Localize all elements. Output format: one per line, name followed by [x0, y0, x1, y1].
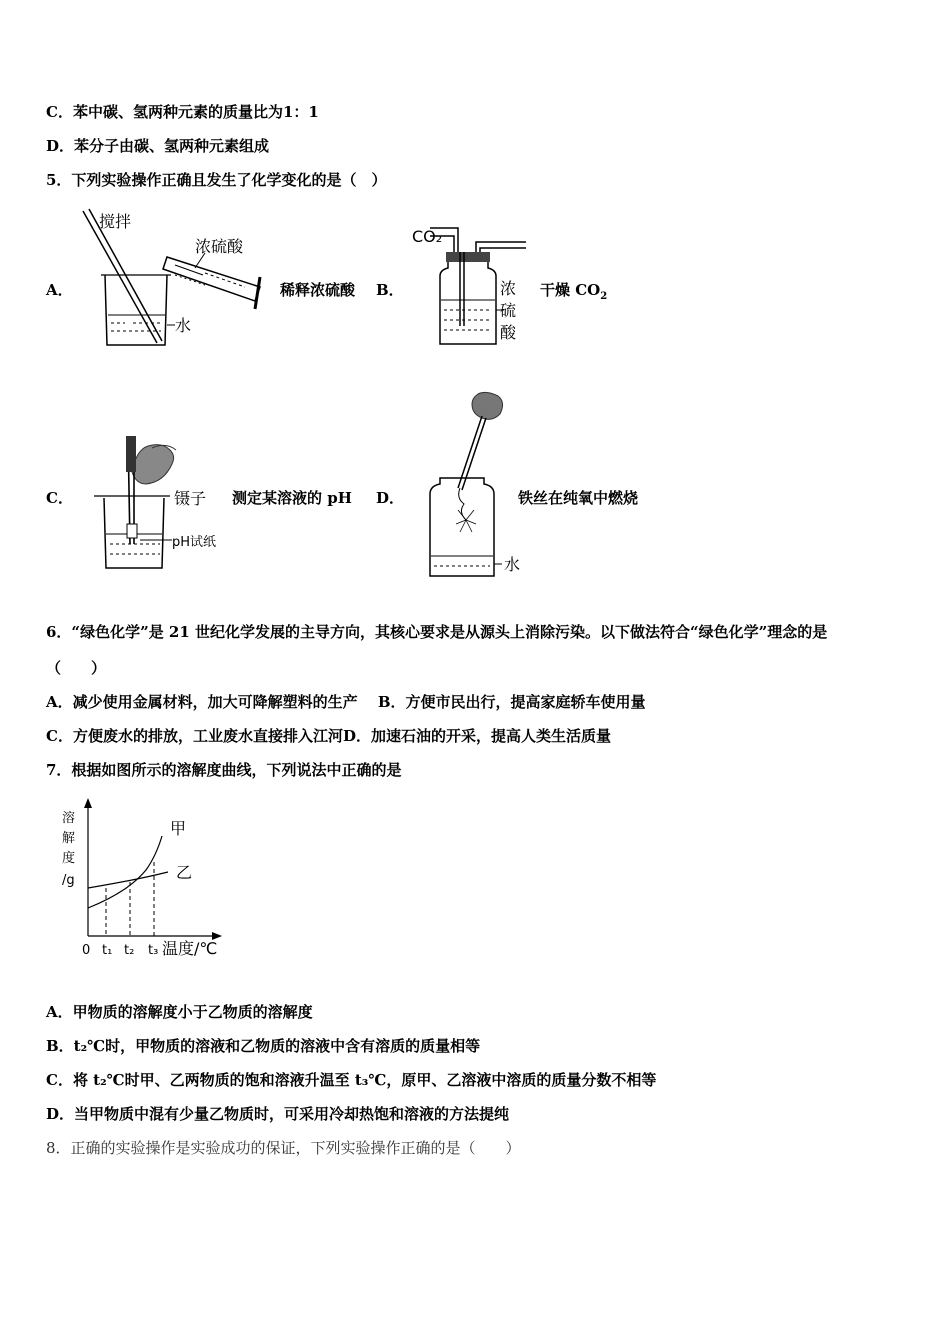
q4-option-c: C．苯中碳、氢两种元素的质量比为1：1: [46, 103, 319, 121]
q7-option-d: D．当甲物质中混有少量乙物质时，可采用冷却热饱和溶液的方法提纯: [46, 1105, 510, 1123]
q7-solubility-graph: [56, 796, 236, 966]
curve-label-jia: 甲: [170, 819, 187, 838]
ylabel-3: 度: [62, 851, 76, 866]
q5-stem: 5．下列实验操作正确且发生了化学变化的是（ ）: [46, 171, 387, 189]
q5-figure-c: [92, 432, 242, 572]
ylabel-4: /g: [62, 873, 75, 888]
q5-option-c-label: C．: [46, 489, 73, 507]
q5-option-b-caption: 干燥 $CO_2$: [540, 281, 608, 302]
label-co2: CO₂: [412, 227, 443, 246]
curve-label-yi: 乙: [176, 863, 193, 882]
q8-stem: 8．正确的实验操作是实验成功的保证，下列实验操作正确的是（ ）: [46, 1139, 521, 1157]
x-tick-t3: t₃: [148, 943, 159, 958]
q6-stem-line1: 6．“绿色化学”是 21 世纪化学发展的主导方向，其核心要求是从源头上消除污染。以下做法符合“绿色化学”理念的是: [46, 623, 828, 641]
q7-option-a: A．甲物质的溶解度小于乙物质的溶解度: [46, 1003, 313, 1021]
q6-options-ab: A．减少使用金属材料，加大可降解塑料的生产 B．方便市民出行，提高家庭轿车使用量: [46, 693, 646, 711]
q5-figure-b: [408, 222, 538, 352]
q7-option-c: C．将 t₂℃时甲、乙两物质的饱和溶液升温至 t₃℃，原甲、乙溶液中溶质的质量分数不相等: [46, 1071, 657, 1089]
x-tick-t2: t₂: [124, 943, 135, 958]
q5-option-c-caption: 测定某溶液的 pH: [232, 489, 352, 507]
xlabel: 温度/℃: [162, 939, 218, 958]
x-tick-t1: t₁: [102, 943, 113, 958]
q5-figure-a: [75, 205, 275, 355]
ylabel-2: 解: [62, 831, 76, 846]
q6-stem-line2: （ ）: [46, 659, 107, 677]
q5-option-a-label: A．: [46, 281, 73, 299]
q4-option-d: D．苯分子由碳、氢两种元素组成: [46, 137, 270, 155]
x-origin: 0: [82, 943, 91, 958]
label-acid-1: 浓: [500, 279, 517, 298]
label-acid-3: 酸: [500, 323, 517, 342]
q5-option-a-caption: 稀释浓硫酸: [280, 281, 356, 299]
ylabel-1: 溶: [62, 811, 76, 826]
label-water-d: 水: [504, 555, 521, 574]
label-tweezers: 镊子: [174, 489, 207, 508]
q6-options-cd: C．方便废水的排放，工业废水直接排入江河D．加速石油的开采，提高人类生活质量: [46, 727, 611, 745]
label-conc-acid: 浓硫酸: [195, 237, 244, 256]
q5-option-d-label: D．: [376, 489, 405, 507]
label-water: 水: [175, 316, 192, 335]
q5-option-b-label: B．: [376, 281, 404, 299]
label-stir: 搅拌: [99, 212, 132, 231]
q7-option-b: B．t₂℃时，甲物质的溶液和乙物质的溶液中含有溶质的质量相等: [46, 1037, 481, 1055]
q5-figure-d: [420, 388, 530, 580]
q7-stem: 7．根据如图所示的溶解度曲线，下列说法中正确的是: [46, 761, 402, 779]
label-ph-paper: pH试纸: [172, 535, 217, 550]
q5-option-d-caption: 铁丝在纯氧中燃烧: [518, 489, 639, 507]
label-acid-2: 硫: [500, 301, 517, 320]
